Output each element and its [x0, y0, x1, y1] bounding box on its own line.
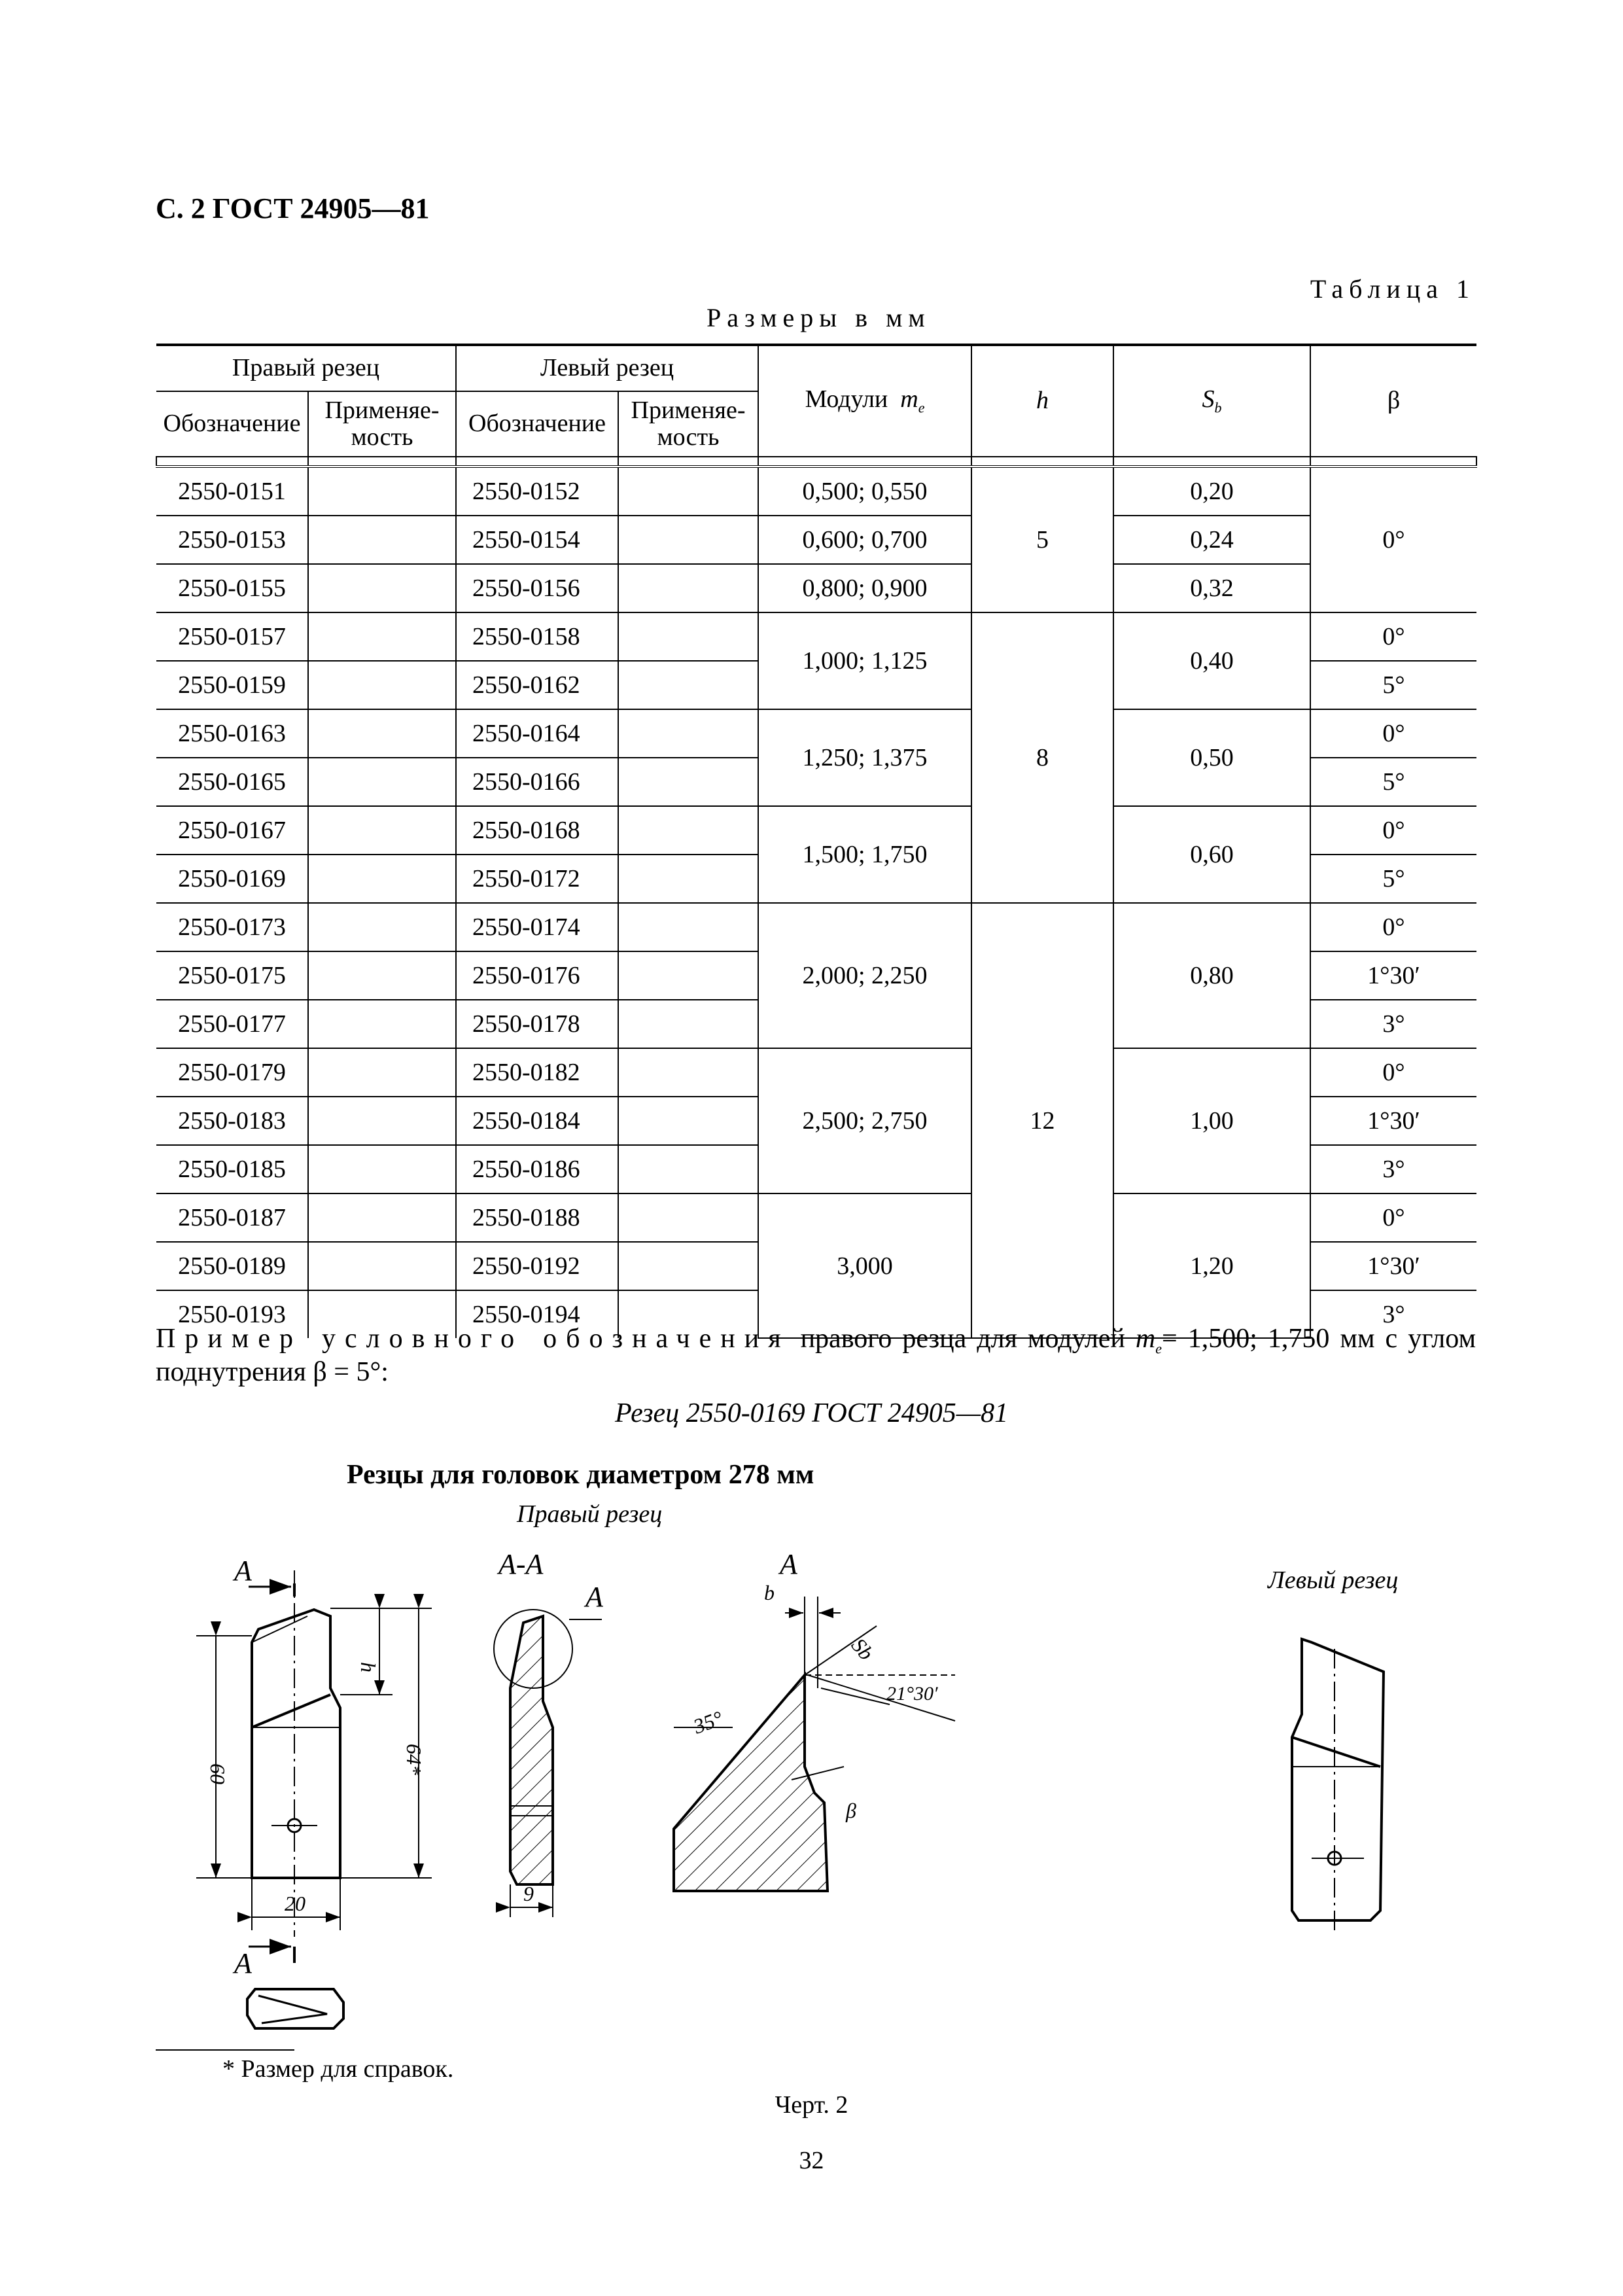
- header-modules-symbol: m: [900, 385, 918, 414]
- page-number: 32: [799, 2147, 824, 2174]
- header-beta: β: [1310, 345, 1476, 457]
- dimension-sb: Sb: [846, 1633, 879, 1665]
- right-cutter-designation: 2550-0163: [156, 709, 308, 758]
- sb-cell: 0,50: [1113, 709, 1310, 806]
- left-cutter-designation: 2550-0188: [456, 1193, 618, 1242]
- module-cell: 1,250; 1,375: [758, 709, 971, 806]
- dimension-60: 60: [206, 1763, 230, 1784]
- sb-cell: 0,60: [1113, 806, 1310, 903]
- right-cutter-designation: 2550-0177: [156, 1000, 308, 1048]
- right-cutter-designation: 2550-0189: [156, 1242, 308, 1290]
- header-right-applicability: Применяе-мость: [308, 391, 456, 457]
- figure-caption: Черт. 2: [775, 2091, 848, 2119]
- left-cutter-designation: 2550-0164: [456, 709, 618, 758]
- module-cell: 0,800; 0,900: [758, 564, 971, 612]
- sb-cell: 1,20: [1113, 1193, 1310, 1338]
- right-cutter-designation: 2550-0155: [156, 564, 308, 612]
- beta-cell: 0°: [1310, 1048, 1476, 1097]
- header-modules-sub: e: [918, 399, 925, 416]
- header-left-designation: Обозначение: [456, 391, 618, 457]
- right-cutter-designation: 2550-0187: [156, 1193, 308, 1242]
- example-symbol: m: [1135, 1324, 1156, 1354]
- right-cutter-designation: 2550-0159: [156, 661, 308, 709]
- section-mark-a-top: A: [234, 1555, 252, 1587]
- beta-cell: 1°30′: [1310, 1242, 1476, 1290]
- header-h: h: [971, 345, 1113, 457]
- beta-cell: 0°: [1310, 612, 1476, 661]
- left-cutter-designation: 2550-0166: [456, 758, 618, 806]
- detail-label-a: A: [585, 1581, 603, 1613]
- right-cutter-designation: 2550-0165: [156, 758, 308, 806]
- beta-cell: 0°: [1310, 806, 1476, 855]
- left-cutter-designation: 2550-0176: [456, 951, 618, 1000]
- drawing-title: Резцы для головок диаметром 278 мм: [347, 1460, 814, 1490]
- page-header: С. 2 ГОСТ 24905—81: [156, 192, 430, 224]
- left-cutter-designation: 2550-0158: [456, 612, 618, 661]
- right-cutter-designation: 2550-0179: [156, 1048, 308, 1097]
- left-cutter-designation: 2550-0156: [456, 564, 618, 612]
- dimension-20: 20: [285, 1892, 305, 1915]
- sb-cell: 0,80: [1113, 903, 1310, 1048]
- header-left-cutter: Левый резец: [456, 345, 758, 391]
- beta-cell: 3°: [1310, 1290, 1476, 1338]
- section-mark-a-bottom: A: [234, 1947, 252, 1979]
- left-cutter-view: [1292, 1639, 1384, 1934]
- example-text-2: = 1,500; 1,750 мм с углом поднутрения β = 5°:: [156, 1324, 1476, 1388]
- sb-cell: 0,32: [1113, 564, 1310, 612]
- right-cutter-front-view: [252, 1570, 340, 1937]
- example-text-1: правого резца для модулей: [800, 1324, 1125, 1354]
- right-cutter-designation: 2550-0153: [156, 516, 308, 564]
- left-cutter-designation: 2550-0182: [456, 1048, 618, 1097]
- left-cutter-designation: 2550-0178: [456, 1000, 618, 1048]
- header-right-cutter: Правый резец: [156, 345, 456, 391]
- left-cutter-designation: 2550-0192: [456, 1242, 618, 1290]
- header-sb-symbol: S: [1202, 385, 1215, 414]
- beta-cell: 1°30′: [1310, 951, 1476, 1000]
- h-cell: 8: [971, 612, 1113, 903]
- sb-cell: 1,00: [1113, 1048, 1310, 1193]
- left-cutter-designation: 2550-0194: [456, 1290, 618, 1338]
- right-cutter-bottom-view: [247, 1989, 343, 2028]
- angle-beta: β: [846, 1799, 856, 1822]
- header-right-designation: Обозначение: [156, 391, 308, 457]
- right-cutter-designation: 2550-0183: [156, 1097, 308, 1145]
- table-caption: Таблица 1: [1310, 274, 1475, 304]
- left-cutter-designation: 2550-0162: [456, 661, 618, 709]
- example-symbol-sub: e: [1155, 1340, 1162, 1357]
- left-cutter-designation: 2550-0168: [456, 806, 618, 855]
- module-cell: 0,600; 0,700: [758, 516, 971, 564]
- beta-cell: 5°: [1310, 758, 1476, 806]
- beta-cell: 0°: [1310, 709, 1476, 758]
- example-lead: Пример условного обозначения: [156, 1324, 790, 1354]
- left-cutter-designation: 2550-0174: [456, 903, 618, 951]
- beta-cell: 3°: [1310, 1145, 1476, 1193]
- beta-cell: 5°: [1310, 661, 1476, 709]
- header-left-applicability: Применяе-мость: [618, 391, 758, 457]
- sb-cell: 0,40: [1113, 612, 1310, 709]
- section-label-a-a: A-A: [498, 1548, 544, 1580]
- beta-cell: 5°: [1310, 855, 1476, 903]
- module-cell: 0,500; 0,550: [758, 467, 971, 516]
- beta-cell: 3°: [1310, 1000, 1476, 1048]
- right-cutter-designation: 2550-0175: [156, 951, 308, 1000]
- module-cell: 2,000; 2,250: [758, 903, 971, 1048]
- sb-cell: 0,20: [1113, 467, 1310, 516]
- left-cutter-designation: 2550-0152: [456, 467, 618, 516]
- header-sb-sub: b: [1214, 399, 1222, 416]
- beta-cell: 1°30′: [1310, 1097, 1476, 1145]
- footnote: * Размер для справок.: [222, 2055, 454, 2083]
- footnote-rule: [156, 2049, 294, 2051]
- right-cutter-designation: 2550-0157: [156, 612, 308, 661]
- h-cell: 12: [971, 903, 1113, 1338]
- left-cutter-designation: 2550-0172: [456, 855, 618, 903]
- beta-cell: 0°: [1310, 903, 1476, 951]
- detail-label-a-top: A: [780, 1548, 797, 1580]
- sb-cell: 0,24: [1113, 516, 1310, 564]
- dimension-h: h: [357, 1662, 380, 1672]
- header-modules-text: Модули: [805, 385, 888, 414]
- detail-a-view: [674, 1597, 955, 1891]
- table-units: Размеры в мм: [707, 303, 931, 332]
- example-designation: Резец 2550-0169 ГОСТ 24905—81: [614, 1398, 1009, 1428]
- module-cell: 3,000: [758, 1193, 971, 1338]
- dimension-64: 64*: [402, 1744, 426, 1775]
- h-cell: 5: [971, 467, 1113, 612]
- angle-21-30: 21°30′: [886, 1683, 938, 1704]
- beta-cell: 0°: [1310, 467, 1476, 612]
- module-cell: 2,500; 2,750: [758, 1048, 971, 1193]
- angle-35: 35°: [690, 1706, 726, 1739]
- right-cutter-designation: 2550-0151: [156, 467, 308, 516]
- section-a-a-view: [494, 1610, 602, 1917]
- right-cutter-designation: 2550-0173: [156, 903, 308, 951]
- dimension-b: b: [764, 1581, 775, 1604]
- left-cutter-designation: 2550-0154: [456, 516, 618, 564]
- beta-cell: 0°: [1310, 1193, 1476, 1242]
- left-cutter-designation: 2550-0184: [456, 1097, 618, 1145]
- left-cutter-label: Левый резец: [1268, 1566, 1399, 1594]
- module-cell: 1,500; 1,750: [758, 806, 971, 903]
- right-cutter-designation: 2550-0193: [156, 1290, 308, 1338]
- right-cutter-designation: 2550-0185: [156, 1145, 308, 1193]
- module-cell: 1,000; 1,125: [758, 612, 971, 709]
- right-cutter-label: Правый резец: [517, 1500, 663, 1528]
- left-cutter-designation: 2550-0186: [456, 1145, 618, 1193]
- dimension-9: 9: [523, 1882, 534, 1905]
- right-cutter-designation: 2550-0169: [156, 855, 308, 903]
- right-cutter-designation: 2550-0167: [156, 806, 308, 855]
